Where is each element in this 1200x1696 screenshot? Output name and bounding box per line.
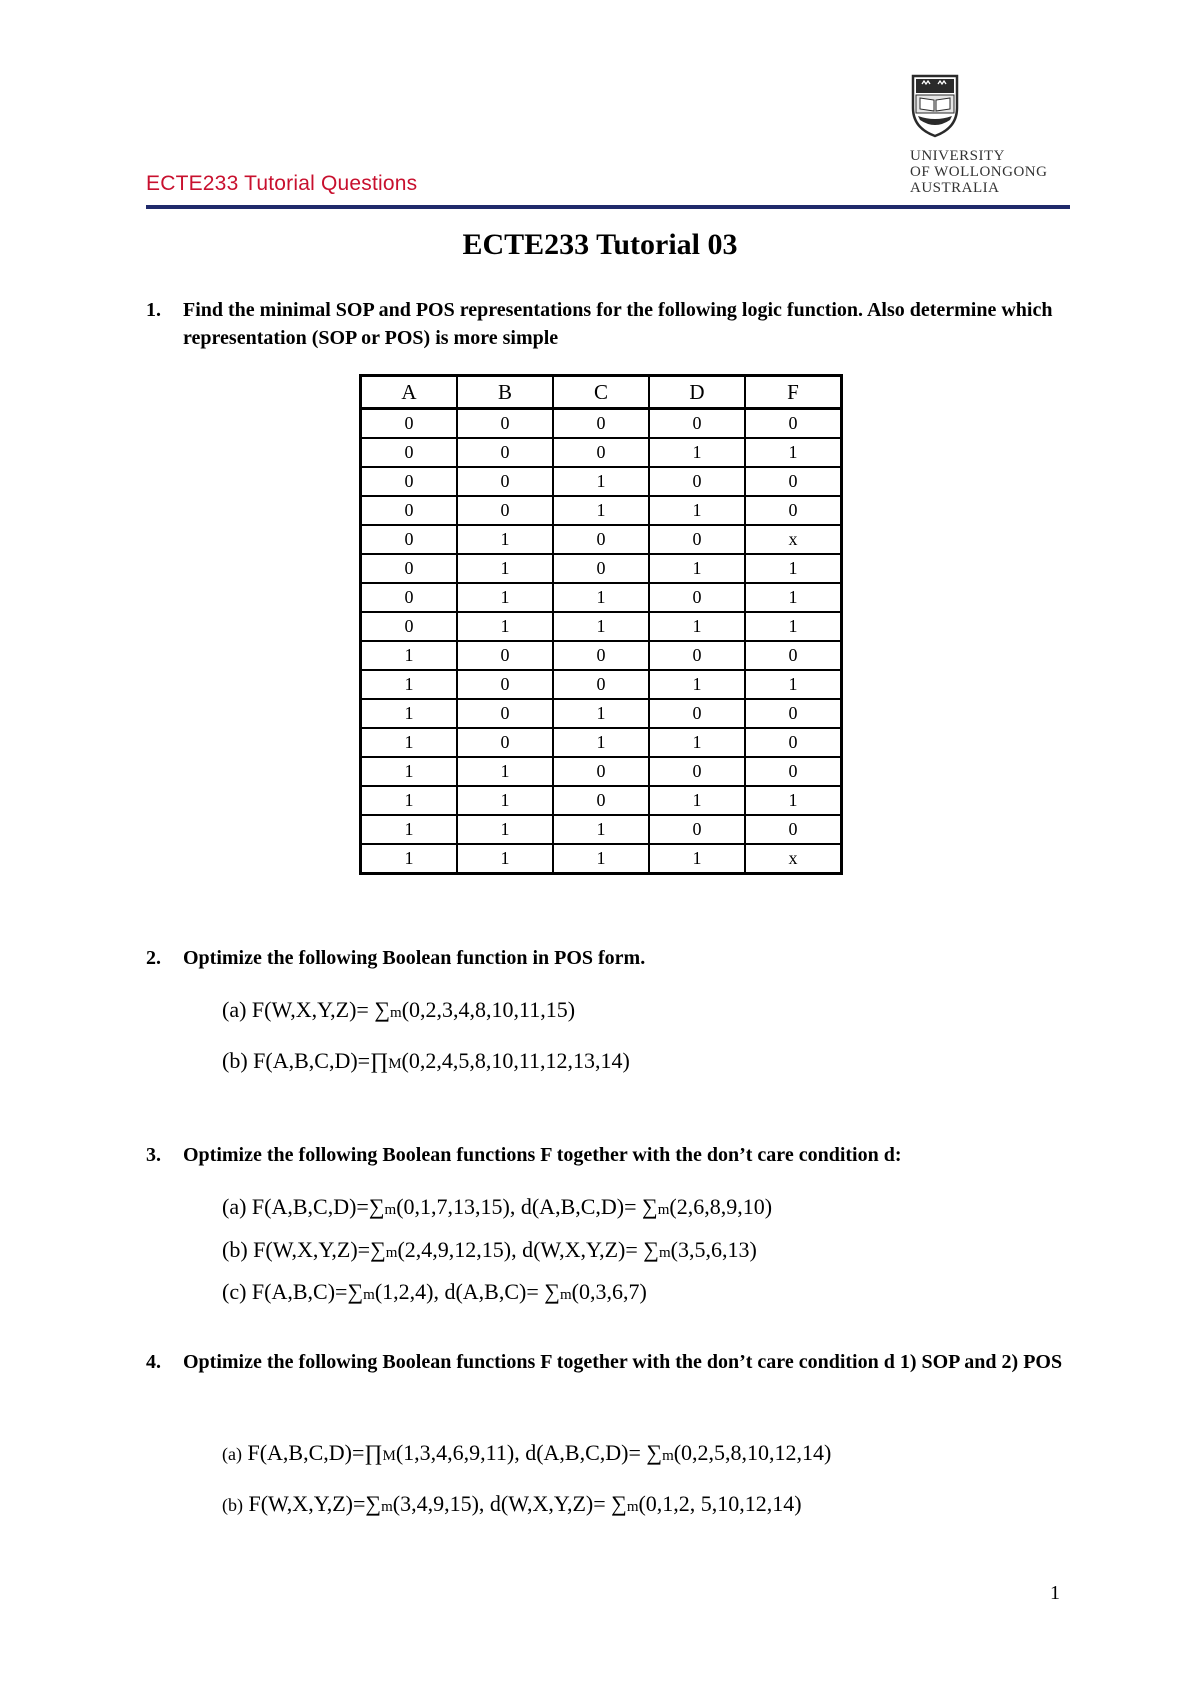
table-cell: 0: [649, 525, 745, 554]
table-cell: 1: [649, 554, 745, 583]
formula-part: F(A,B,C,D)=∏: [241, 1440, 383, 1465]
q4-item-b: [222, 1489, 802, 1522]
table-cell: 0: [745, 728, 842, 757]
table-row: [361, 525, 842, 554]
q3-item-c: [222, 1277, 647, 1310]
table-cell: 0: [457, 496, 553, 525]
table-cell: 1: [361, 728, 458, 757]
table-row: [361, 496, 842, 525]
table-cell: 0: [745, 699, 842, 728]
crest-icon: [910, 72, 960, 138]
table-row: [361, 786, 842, 815]
table-row: [361, 670, 842, 699]
table-cell: 1: [649, 786, 745, 815]
table-cell: 0: [553, 670, 649, 699]
formula-subscript: M: [382, 1448, 396, 1464]
table-cell: 0: [361, 438, 458, 467]
table-cell: 1: [649, 438, 745, 467]
table-cell: 0: [457, 641, 553, 670]
formula-part: (1,2,4), d(A,B,C)= ∑: [374, 1279, 560, 1304]
table-cell: 1: [553, 815, 649, 844]
formula-subscript: m: [662, 1448, 674, 1464]
question-text: Find the minimal SOP and POS representations for the following logic function. Also determine which representation (SOP or POS) is more simple: [183, 299, 1053, 349]
q3-item-a: [222, 1192, 772, 1225]
table-cell: 0: [553, 554, 649, 583]
table-cell: x: [745, 525, 842, 554]
formula-label: (a) F(W,X,Y,Z)= ∑: [222, 997, 391, 1022]
table-cell: 1: [361, 786, 458, 815]
table-row: [361, 728, 842, 757]
table-cell: 1: [553, 844, 649, 874]
page-title: ECTE233 Tutorial 03: [462, 228, 738, 261]
table-cell: 1: [457, 844, 553, 874]
header-cell-c: C: [553, 376, 649, 409]
question-number: 2.: [146, 947, 161, 969]
formula-subscript: m: [658, 1245, 671, 1261]
table-cell: 0: [553, 757, 649, 786]
table-cell: 0: [361, 467, 458, 496]
table-cell: 1: [745, 554, 842, 583]
table-cell: 1: [361, 699, 458, 728]
table-row: [361, 641, 842, 670]
q3-item-b: [222, 1235, 757, 1268]
table-cell: 0: [745, 467, 842, 496]
table-cell: 0: [745, 815, 842, 844]
table-cell: 0: [553, 525, 649, 554]
question-text: Optimize the following Boolean function in POS form.: [183, 947, 646, 969]
question-number: 4.: [146, 1351, 161, 1373]
header-cell-f: F: [745, 376, 842, 409]
formula-part: (2,6,8,9,10): [669, 1194, 773, 1219]
question-1: [146, 296, 1070, 352]
table-cell: 1: [649, 844, 745, 874]
formula-part: (1,3,4,6,9,11), d(A,B,C,D)= ∑: [395, 1440, 663, 1465]
table-row: [361, 699, 842, 728]
truth-table-body: [361, 409, 842, 874]
formula-part: (a) F(A,B,C,D)=∑: [222, 1194, 385, 1219]
table-cell: 0: [553, 641, 649, 670]
table-cell: 1: [361, 641, 458, 670]
table-cell: 1: [745, 438, 842, 467]
table-cell: 0: [649, 467, 745, 496]
header-cell-a: A: [361, 376, 458, 409]
table-cell: 1: [649, 612, 745, 641]
table-row: [361, 757, 842, 786]
formula-tag: (a): [222, 1444, 242, 1464]
table-cell: 0: [745, 496, 842, 525]
formula-part: (b) F(W,X,Y,Z)=∑: [222, 1237, 386, 1262]
table-cell: 0: [553, 786, 649, 815]
table-cell: 1: [361, 670, 458, 699]
table-cell: 1: [553, 467, 649, 496]
table-row: [361, 409, 842, 439]
formula-part: (0,1,2, 5,10,12,14): [638, 1491, 802, 1516]
q4-item-a: [222, 1438, 831, 1471]
header-divider: [146, 205, 1070, 209]
formula-subscript: m: [381, 1499, 393, 1515]
question-text: Optimize the following Boolean functions F together with the don’t care condition d:: [183, 1144, 902, 1166]
table-cell: 0: [457, 409, 553, 439]
formula-label: (b) F(A,B,C,D)=∏: [222, 1048, 389, 1073]
university-logo: [910, 72, 1060, 198]
table-cell: 0: [361, 496, 458, 525]
header-cell-d: D: [649, 376, 745, 409]
formula-subscript: m: [384, 1202, 397, 1218]
table-cell: 1: [457, 786, 553, 815]
table-cell: 1: [745, 670, 842, 699]
formula-expression: (0,2,4,5,8,10,11,12,13,14): [401, 1048, 630, 1073]
question-2: [146, 944, 1070, 972]
table-cell: 1: [745, 612, 842, 641]
table-cell: 0: [361, 583, 458, 612]
truth-table: [359, 374, 843, 875]
table-cell: 0: [649, 409, 745, 439]
formula-part: (c) F(A,B,C)=∑: [222, 1279, 364, 1304]
table-cell: 1: [745, 583, 842, 612]
table-row: [361, 583, 842, 612]
formula-tag: (b): [222, 1495, 243, 1515]
table-cell: 1: [745, 786, 842, 815]
table-cell: 0: [745, 641, 842, 670]
question-4: [146, 1348, 1070, 1376]
table-cell: 0: [361, 554, 458, 583]
table-row: [361, 844, 842, 874]
table-cell: 0: [745, 409, 842, 439]
table-cell: 0: [361, 612, 458, 641]
table-cell: 1: [553, 699, 649, 728]
table-cell: 1: [553, 496, 649, 525]
table-cell: 1: [649, 496, 745, 525]
table-cell: 0: [649, 583, 745, 612]
table-cell: 0: [649, 641, 745, 670]
formula-part: (3,4,9,15), d(W,X,Y,Z)= ∑: [392, 1491, 627, 1516]
table-cell: 1: [553, 612, 649, 641]
formula-subscript: M: [388, 1056, 402, 1072]
logo-text-line3: AUSTRALIA: [910, 180, 1000, 196]
truth-table-header: [361, 376, 842, 409]
table-cell: 1: [361, 757, 458, 786]
question-text: Optimize the following Boolean functions F together with the don’t care condition d 1) SOP and 2) POS: [183, 1351, 1063, 1373]
formula-expression: (0,2,3,4,8,10,11,15): [401, 997, 576, 1022]
table-cell: 0: [745, 757, 842, 786]
table-cell: 0: [361, 525, 458, 554]
table-cell: 1: [457, 612, 553, 641]
formula-part: (0,1,7,13,15), d(A,B,C,D)= ∑: [396, 1194, 658, 1219]
table-cell: 1: [361, 815, 458, 844]
table-cell: 1: [457, 554, 553, 583]
table-cell: 1: [457, 815, 553, 844]
table-cell: 0: [457, 670, 553, 699]
table-cell: 0: [457, 438, 553, 467]
formula-part: (0,2,5,8,10,12,14): [673, 1440, 832, 1465]
table-cell: 0: [553, 438, 649, 467]
table-cell: 0: [457, 699, 553, 728]
table-cell: 1: [649, 728, 745, 757]
formula-subscript: m: [363, 1287, 375, 1303]
table-row: [361, 554, 842, 583]
table-cell: 1: [553, 583, 649, 612]
table-cell: 0: [457, 467, 553, 496]
table-cell: 0: [649, 699, 745, 728]
formula-subscript: m: [657, 1202, 670, 1218]
formula-part: (3,5,6,13): [670, 1237, 757, 1262]
table-cell: 1: [361, 844, 458, 874]
page-number: 1: [1050, 1582, 1060, 1604]
q2-item-a: [222, 995, 575, 1028]
logo-text-line1: UNIVERSITY: [910, 148, 1005, 164]
table-cell: 0: [553, 409, 649, 439]
q2-item-b: [222, 1046, 630, 1079]
question-number: 1.: [146, 299, 161, 321]
table-cell: 0: [457, 728, 553, 757]
header-cell-b: B: [457, 376, 553, 409]
formula-subscript: m: [626, 1499, 639, 1515]
table-cell: 1: [457, 757, 553, 786]
table-cell: 1: [649, 670, 745, 699]
formula-subscript: m: [559, 1287, 572, 1303]
formula-subscript: m: [390, 1005, 402, 1021]
table-cell: 1: [457, 525, 553, 554]
formula-part: F(W,X,Y,Z)=∑: [243, 1491, 382, 1516]
course-header-title: ECTE233 Tutorial Questions: [146, 172, 418, 195]
formula-part: (0,3,6,7): [571, 1279, 647, 1304]
table-row: [361, 438, 842, 467]
table-cell: x: [745, 844, 842, 874]
table-row: [361, 467, 842, 496]
question-3: [146, 1141, 1070, 1169]
table-cell: 0: [649, 815, 745, 844]
table-cell: 0: [361, 409, 458, 439]
table-cell: 1: [553, 728, 649, 757]
table-row: [361, 815, 842, 844]
table-cell: 0: [649, 757, 745, 786]
formula-part: (2,4,9,12,15), d(W,X,Y,Z)= ∑: [397, 1237, 659, 1262]
formula-subscript: m: [385, 1245, 398, 1261]
table-cell: 1: [457, 583, 553, 612]
question-number: 3.: [146, 1144, 161, 1166]
table-row: [361, 612, 842, 641]
logo-text-line2: OF WOLLONGONG: [910, 164, 1048, 180]
